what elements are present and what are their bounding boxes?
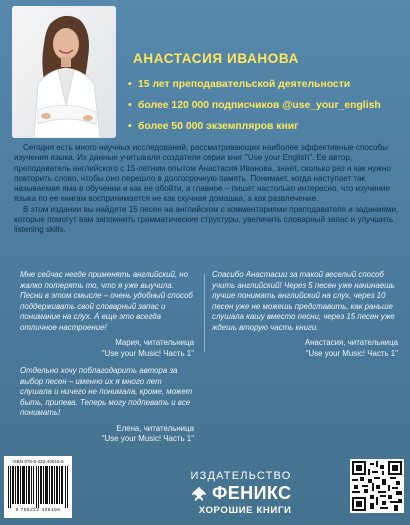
review-card <box>20 270 194 359</box>
description-paragraph: Сегодня есть много научных исследований, рассматривающих наиболее эффективные способы изучения языка. Их данные учитывали создатели серии книг "Use your English". Ее автор, преподаватель английского с 15-летним опытом Анастасия Иванова, знает, сколько раз и как нужно повторить слово, чтобы оно перешло в долгосрочную память. Понимает, когда наступает так называемая яма в обучении и как ее обойти, а главное – пишет настолько интересно, что изучение языка по ее книгам воспринимается не как скучная домашка, а как развлечение. <box>14 143 391 204</box>
publisher-label: ИЗДАТЕЛЬСТВО <box>190 470 292 482</box>
barcode-bars <box>8 466 68 508</box>
review-signature: Мария, читательница "Use your Music! Часть 1" <box>101 338 194 358</box>
fact-item: • 15 лет преподавательской деятельности <box>128 79 351 90</box>
publisher-logo <box>190 483 291 504</box>
phoenix-logo-icon <box>190 485 208 503</box>
review-signature: Елена, читательница "Use your Music! Часть 1" <box>101 423 194 443</box>
author-photo <box>12 6 116 138</box>
publisher-block <box>190 470 291 516</box>
fact-item: • более 50 000 экземпляров книг <box>128 121 299 132</box>
review-card <box>212 270 398 359</box>
review-text: Мне сейчас негде применять английский, но жалко потерять то, что я уже выучила. Песни в этом смысле – очень удобный способ поддерживать свой словарный запас и понимание на слух. А еще это всегда отличное настроение! <box>20 270 193 332</box>
vertical-divider <box>204 274 205 352</box>
isbn-barcode <box>4 456 72 518</box>
publisher-slogan: ХОРОШИЕ КНИГИ <box>198 505 292 516</box>
isbn-text: ISBN 978-5-222-40615-5 <box>12 459 64 464</box>
publisher-brand: ФЕНИКС <box>212 483 292 503</box>
barcode-number: 9 785222 406155 <box>15 508 61 513</box>
qr-code-icon <box>350 459 404 513</box>
review-text: Спасибо Анастасии за такой веселый способ учить английский! Через 5 песен уже начинаешь лучше понимать английский на слух, через 10 песен уже не можешь представить, как раньше слушала кашу вместо песни, через 15 песен уже ждешь вторую часть книги. <box>212 270 395 332</box>
fact-item: • более 120 000 подписчиков @use_your_english <box>128 100 381 111</box>
review-signature: Анастасия, читательница "Use your Music! Часть 1" <box>304 338 398 358</box>
book-description <box>14 143 400 236</box>
review-text: Отдельно хочу поблагодарить автора за выбор песен – именно их я много лет слушала и ничего не понимала, кроме, может быть, припева. Теперь могу подпевать и все понимать! <box>20 366 193 417</box>
description-paragraph: В этом издании вы найдете 15 песен на английском с комментариями преподавателя и заданиями, которые помогут вам запомнить грамматические структуры, увеличить словарный запас и улучшить listening skills. <box>14 204 399 235</box>
author-name: АНАСТАСИЯ ИВАНОВА <box>133 51 299 66</box>
review-card <box>20 366 194 445</box>
